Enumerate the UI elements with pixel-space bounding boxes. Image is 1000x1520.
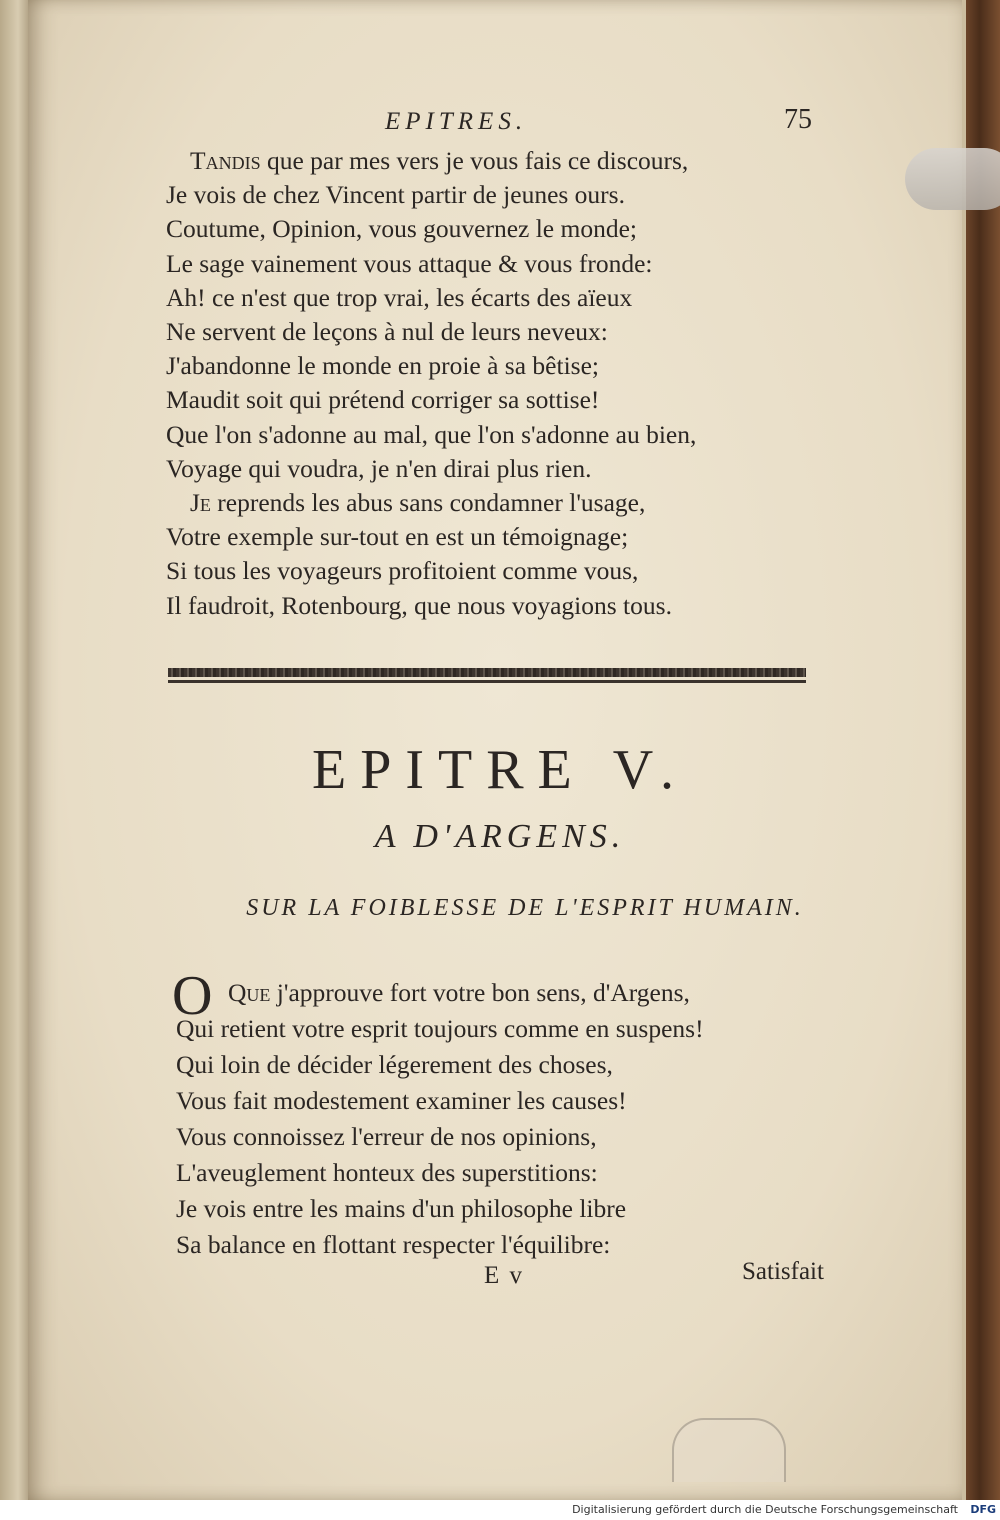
dfg-logo: DFG — [970, 1503, 996, 1516]
section-subtitle: SUR LA FOIBLESSE DE L'ESPRIT HUMAIN. — [246, 895, 804, 921]
verse-line: Sa balance en flottant respecter l'équilibre: — [176, 1230, 611, 1259]
page-clip-bottom — [672, 1418, 786, 1482]
verse-line: Voyage qui voudra, je n'en dirai plus rien. — [166, 453, 592, 483]
verse-line: Votre exemple sur-tout en est un témoignage; — [166, 522, 629, 552]
verse-line: Qui retient votre esprit toujours comme en suspens! — [176, 1014, 704, 1043]
ornamental-rule — [168, 668, 806, 683]
verse-line: Je vois entre les mains d'un philosophe libre — [176, 1194, 627, 1223]
verse-line: Vous fait modestement examiner les causes! — [176, 1086, 627, 1115]
verse-line: Tandis que par mes vers je vous fais ce discours, — [190, 146, 689, 175]
verse-line: Ne servent de leçons à nul de leurs neveux: — [166, 317, 608, 347]
running-title: EPITRES. — [385, 108, 528, 135]
signature-mark: E v — [484, 1262, 525, 1289]
page-clip-top — [905, 148, 1000, 210]
verse-line: Que j'approuve fort votre bon sens, d'Argens, — [228, 978, 690, 1007]
verse-line: Coutume, Opinion, vous gouvernez le monde; — [166, 214, 637, 244]
section-title: EPITRE V. — [312, 739, 688, 801]
verse-line: Je vois de chez Vincent partir de jeunes ours. — [166, 180, 625, 210]
verse-line: Ah! ce n'est que trop vrai, les écarts des aïeux — [166, 282, 633, 312]
catchword: Satisfait — [742, 1258, 824, 1285]
verse-line: Je reprends les abus sans condamner l'usage, — [190, 488, 646, 518]
funding-credit: Digitalisierung gefördert durch die Deutsche Forschungsgemeinschaft — [572, 1503, 958, 1516]
page-number: 75 — [784, 104, 812, 135]
verse-line: L'aveuglement honteux des superstitions: — [176, 1158, 598, 1187]
drop-cap: O — [172, 965, 213, 1027]
verse-line: Maudit soit qui prétend corriger sa sottise! — [166, 385, 600, 415]
verse-line: Vous connoissez l'erreur de nos opinions, — [176, 1122, 597, 1151]
verse-block-bottom — [176, 975, 704, 1263]
verse-line: J'abandonne le monde en proie à sa bêtise; — [166, 351, 599, 381]
verse-line: Qui loin de décider légerement des choses, — [176, 1050, 613, 1079]
verse-line: Il faudroit, Rotenbourg, que nous voyagions tous. — [166, 590, 672, 620]
verse-block-top — [166, 144, 696, 623]
verse-line: Que l'on s'adonne au mal, que l'on s'adonne au bien, — [166, 419, 697, 449]
digitization-footer — [0, 1500, 1000, 1520]
verse-line: Si tous les voyageurs profitoient comme vous, — [166, 556, 639, 586]
section-addressee: A D'ARGENS. — [374, 818, 626, 855]
verse-line: Le sage vainement vous attaque & vous fronde: — [166, 248, 653, 278]
